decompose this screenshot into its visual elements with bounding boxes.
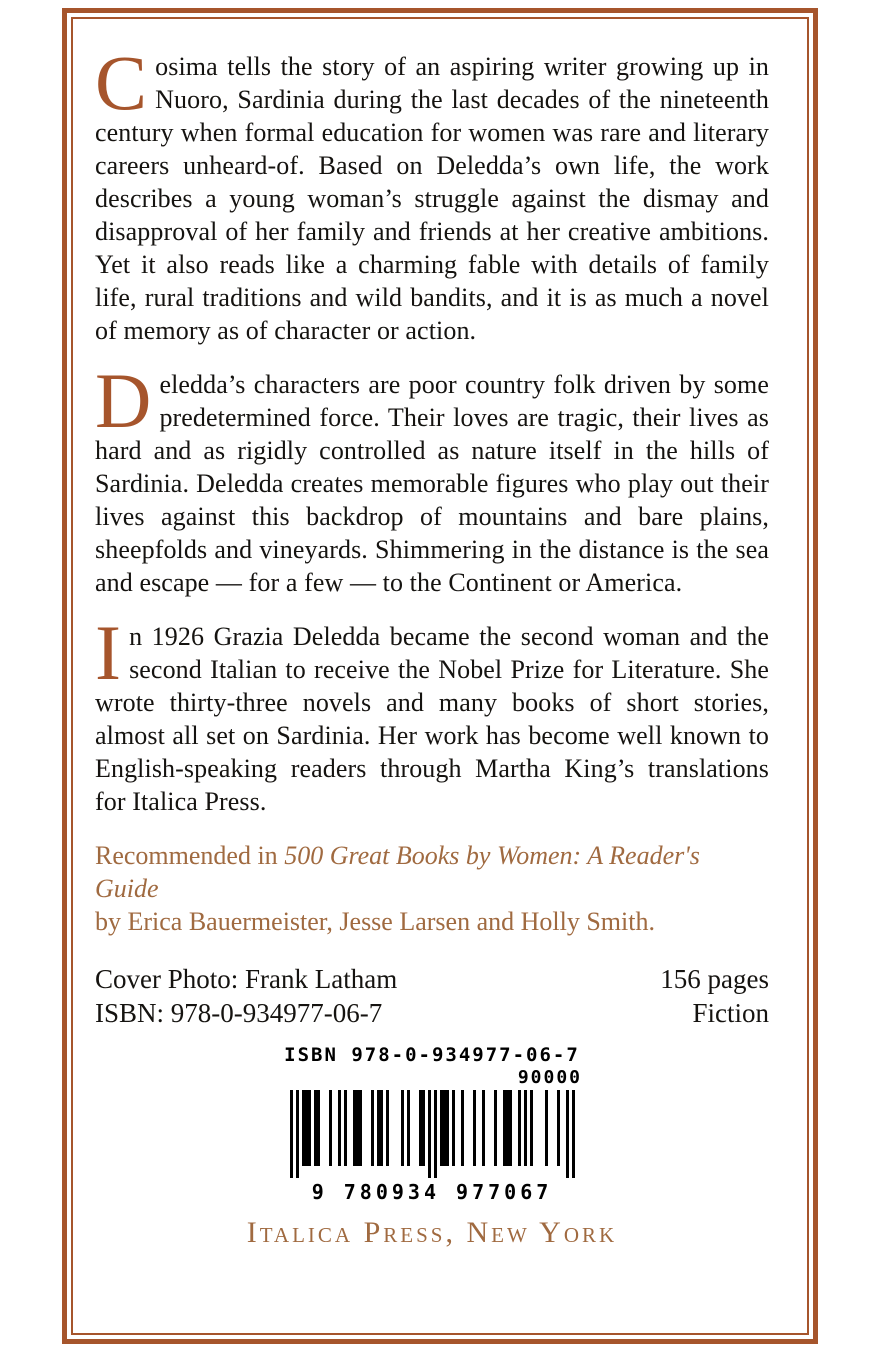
- drop-cap-i: I: [95, 609, 122, 696]
- page-count: 156 pages: [660, 964, 769, 994]
- synopsis-paragraph-1-text: osima tells the story of an aspiring writer growing up in Nuoro, Sardinia during the last decades of the nineteenth century when formal education for women was rare and literary careers unheard-of. Based on Deledda’s own life, the work describes a young woman’s struggle against the dismay and disapproval of her family and friends at her creative ambitions. Yet it also reads like a charming fable with details of family life, rural traditions and wild bandits, and it is as much a novel of memory as of character or action.: [95, 52, 769, 345]
- author-bio-paragraph: [95, 609, 769, 818]
- synopsis-paragraph-2: [95, 357, 769, 599]
- recommendation-authors: by Erica Bauermeister, Jesse Larsen and Holly Smith.: [95, 907, 655, 936]
- drop-cap-c: C: [95, 39, 148, 126]
- details-row-2: [95, 996, 769, 1030]
- details-row-1: [95, 962, 769, 996]
- barcode-block: [272, 1044, 592, 1204]
- drop-cap-d: D: [95, 357, 152, 444]
- genre-label: Fiction: [692, 998, 769, 1028]
- synopsis-paragraph-2-text: eledda’s characters are poor country folk driven by some predetermined force. Their loves are tragic, their lives as hard and as rigidly controlled as nature itself in the hills of Sardinia. Deledda creates memorable figures who play out their lives against this backdrop of mountains and bare plains, sheepfolds and vineyards. Shimmering in the distance is the sea and escape — for a few — to the Continent or America.: [95, 370, 769, 597]
- isbn-text: ISBN: 978-0-934977-06-7: [95, 998, 383, 1028]
- barcode-digits: 9 780934 977067: [311, 1180, 553, 1204]
- publication-details: [95, 962, 769, 1030]
- recommendation-note: [95, 839, 769, 938]
- barcode-isbn-header: ISBN 978-0-934977-06-7: [284, 1044, 580, 1066]
- author-bio-paragraph-text: n 1926 Grazia Deledda became the second woman and the second Italian to receive the Nobel Prize for Literature. She wrote thirty-three novels and many books of short stories, almost all set on Sardinia. Her work has become well known to English-speaking readers through Martha King’s translations for Italica Press.: [95, 622, 769, 816]
- cover-photo-credit: Cover Photo: Frank Latham: [95, 964, 398, 994]
- barcode-module: [572, 1090, 575, 1178]
- publisher-imprint: Italica Press, New York: [246, 1216, 618, 1249]
- synopsis-paragraph-1: [95, 39, 769, 347]
- barcode-price-code: 90000: [517, 1067, 582, 1088]
- barcode-bars: [272, 1090, 592, 1178]
- recommendation-prefix: Recommended in: [95, 841, 285, 870]
- recommended-book-title: 500 Great Books by Women: A Reader's Guide: [95, 841, 700, 903]
- back-cover-content: [95, 39, 769, 1250]
